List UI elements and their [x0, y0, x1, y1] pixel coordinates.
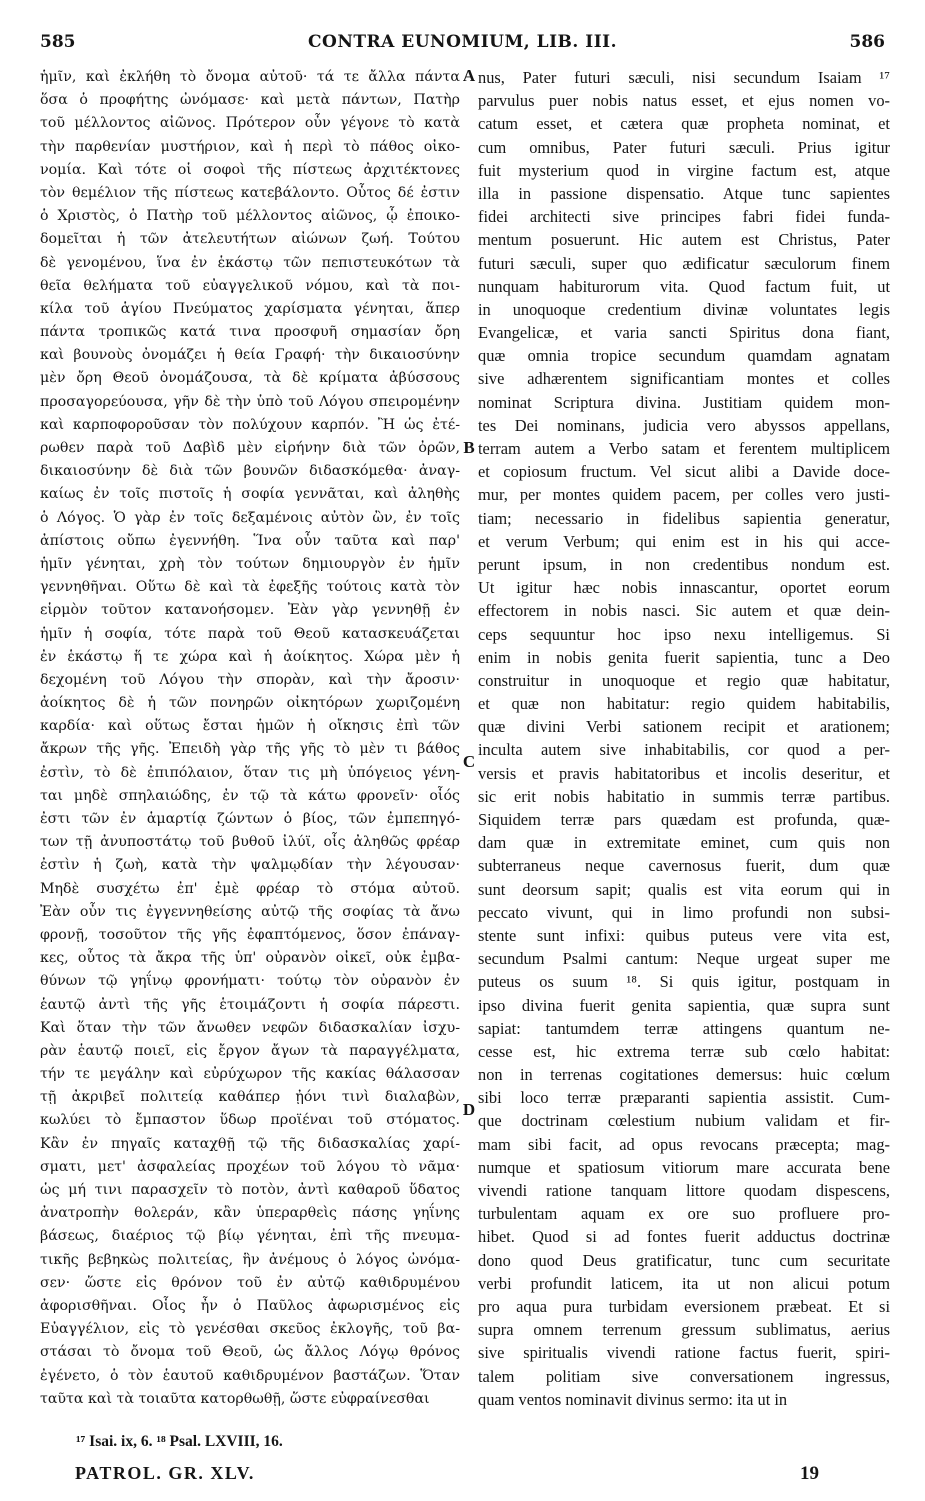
greek-text-line: καίως ἐν τοῖς πιστοῖς ἡ σοφία γεννᾶται, καὶ ἀληθὴς: [40, 486, 460, 503]
greek-text-line: ὁ Λόγος. Ὁ γὰρ ἐν τοῖς δεξαμένοις αὐτὸν ὢν, ἐν τοῖς: [40, 509, 460, 526]
latin-text-line: sic erit nobis habitatio in summis terræ partibus.: [478, 786, 890, 806]
latin-text-line: dono quod Deus gratificatur, tunc cum securitate: [478, 1250, 890, 1270]
greek-text-line: Μηδὲ συσχέτω ἐπ' ἐμὲ φρέαρ τὸ στόμα αὐτοῦ.: [40, 880, 460, 897]
latin-text-line: illa in passione dispensatio. Atque tunc sapientes: [478, 183, 890, 203]
latin-text-line: sunt deorsum sapit; qualis est vita eorum qui in: [478, 879, 890, 899]
left-page-number: 585: [40, 32, 76, 52]
greek-text-line: θεῖα θελήματα τοῦ εὐαγγελικοῦ νόμου, καὶ τὰ ποι-: [40, 277, 460, 294]
greek-text-line: ἡμῖν ἡ σοφία, τότε παρὰ τοῦ Θεοῦ κατασκευάζεται: [40, 625, 460, 642]
greek-text-line: κες, οὗτος τὰ ἄκρα τῆς ὑπ' οὐρανὸν οἰκεῖ, οὐκ ἐμβα-: [40, 950, 460, 967]
greek-text-line: τοῦ μέλλοντος αἰῶνος. Πρότερον οὖν γέγονε τὸ κατὰ: [40, 115, 460, 132]
greek-text-line: Καὶ ὅταν τὴν τῶν ἄνωθεν νεφῶν διδασκαλίαν ἰσχυ-: [40, 1019, 460, 1036]
column-marker-c: C: [462, 752, 476, 771]
latin-text-line: hibet. Quod si ad fontes fuerit adductus doctrinæ: [478, 1227, 890, 1247]
latin-text-line: sibi loco terræ præparanti sapientia assistit. Cum-: [478, 1088, 890, 1108]
latin-text-line: fidei architecti sive principes fabri fidei funda-: [478, 207, 890, 227]
greek-text-line: καὶ βουνοὺς ὀνομάζει ἡ θεία Γραφή· τὴν δικαιοσύνην: [40, 347, 460, 364]
greek-text-line: ἐστὶν ἡ ζωὴ, κατὰ τὴν ψαλμῳδίαν τὴν λέγουσαν·: [40, 857, 460, 874]
latin-text-line: construitur in unoquoque et regio quæ habitatur,: [478, 670, 890, 690]
latin-text-line: ipso divina fuerit genita sapientia, quæ supra sunt: [478, 995, 890, 1015]
greek-text-line: ὅσα ὁ προφήτης ὠνόμασε· καὶ μετὰ πάντων, Πατὴρ: [40, 92, 460, 109]
greek-text-line: τὴν παρθενίαν μυστήριον, καὶ ἡ περὶ τὸ πάθος οἰκο-: [40, 138, 460, 155]
latin-text-line: et verum Verbum; qui enim est in his qui acce-: [478, 531, 890, 551]
greek-text-line: φρονῇ, τοσοῦτον τῆς γῆς ἐφαπτόμενος, ὅσον ἐπάναγ-: [40, 926, 460, 943]
latin-text-line: cum omnibus, Pater futuri sæculi. Prius igitur: [478, 137, 890, 157]
greek-text-line: ἐστὶν, τὸ δὲ ἐπιπόλαιον, ὅταν τις μὴ ὑπόγειος γένη-: [40, 764, 460, 781]
latin-text-line: mur, per montes quidem pacem, per colles vero justi-: [478, 485, 890, 505]
latin-text-line: turbulentam aquam ex ore suo profluere pro-: [478, 1204, 890, 1224]
latin-text-line: parvulus puer nobis natus esset, et ejus nomen vo-: [478, 91, 890, 111]
latin-text-line: Evangelicæ, et varia sancti Spiritus dona fiant,: [478, 323, 890, 343]
latin-text-line: talem politiam sive conversationem ingressus,: [478, 1366, 890, 1386]
greek-text-line: τῇ ἀκριβεῖ πολιτείᾳ καθάπερ ᾐόνι τινὶ διαλαβὼν,: [40, 1089, 460, 1106]
latin-text-line: que doctrinam cœlestium nubium validam et fir-: [478, 1111, 890, 1131]
latin-text-line: quam ventos nominavit divinus sermo: ita ut in: [478, 1389, 788, 1409]
greek-text-line: των τῇ ἀνυποστάτῳ τοῦ βυθοῦ ἰλύϊ, οἷς ἀληθῶς φρέαρ: [40, 834, 460, 851]
latin-text-line: enim in nobis genita fuerit sapientia, tunc a Deo: [478, 647, 890, 667]
latin-text-line: stente sunt infixi: quibus puteus vere vita est,: [478, 925, 890, 945]
greek-text-line: ἀφορισθῆναι. Οἷος ἦν ὁ Παῦλος ἀφωρισμένος εἰς: [40, 1297, 460, 1314]
latin-text-line: non in terrenas cogitationes demersus: huic cœlum: [478, 1065, 890, 1085]
latin-text-line: secundum Psalmi cantum: Neque urgeat super me: [478, 949, 890, 969]
greek-text-line: μὲν ὄρη Θεοῦ ὀνομάζουσα, τὰ δὲ κρίματα ἀβύσσους: [40, 370, 460, 387]
greek-text-line: κίλα τοῦ ἁγίου Πνεύματος χαρίσματα γένηται, ἅπερ: [40, 300, 460, 317]
greek-text-line: τικῆς βεβηκὼς πολιτείας, ἣν ἀνέμους ὁ λόγος ὠνόμα-: [40, 1251, 460, 1268]
greek-text-line: ἀπίστοις οὔπω ἐγεννήθη. Ἵνα οὖν ταῦτα καὶ παρ': [40, 532, 460, 549]
greek-text-line: βάσεως, διαέριος τῷ βίῳ γένηται, ἐπὶ τῆς πνευμα-: [40, 1228, 460, 1245]
greek-text-line: δεχομένη τοῦ Λόγου τὴν σπορὰν, καὶ τὴν ἄροσιν·: [40, 671, 460, 688]
latin-text-line: supra omnem terrenum gressum sublimatus, aerius: [478, 1320, 890, 1340]
greek-text-line: στάσαι τὸ ὄνομα τοῦ Θεοῦ, ὡς ἄλλος Λόγῳ θρόνος: [40, 1344, 460, 1361]
running-title: CONTRA EUNOMIUM, LIB. III.: [307, 32, 618, 52]
greek-text-line: θύνων τῷ γηΐνῳ φρονήματι· τούτῳ τὸν οὐρανὸν ἐν: [40, 973, 460, 990]
greek-text-line: ταῦτα καὶ τὰ τοιαῦτα κατορθωθῇ, ὥστε εὐφραίνεσθαι: [40, 1390, 430, 1407]
latin-text-line: cesse est, hic extrema terræ sub cœlo habitat:: [478, 1041, 890, 1061]
latin-text-line: numque et spatiosum vitiorum mare accurata bene: [478, 1157, 890, 1177]
greek-text-line: καὶ καρποφοροῦσαν τὸν πολύχουν καρπόν. Ἢ ὡς ἐτέ-: [40, 416, 460, 433]
latin-text-line: catum esset, et cætera quæ propheta nominat, et: [478, 114, 890, 134]
page-header: [40, 32, 885, 58]
right-page-number: 586: [849, 32, 885, 52]
greek-text-line: ρὰν ἑαυτῷ ποιεῖ, εἰς ἔργον ἄγων τὰ παραγγέλματα,: [40, 1042, 460, 1059]
latin-text-line: fuit mysterium quod in virgine factum est, atque: [478, 160, 890, 180]
greek-text-line: προσαγορεύουσα, γῆν δὲ τὴν ὑπὸ τοῦ Λόγου σπειρομένην: [40, 393, 460, 410]
latin-text-line: in unoquoque credentium divinæ voluntates legis: [478, 299, 890, 319]
latin-text-line: nominat Scriptura divina. Justitiam quidem mon-: [478, 392, 890, 412]
greek-text-line: ἀοίκητος δὲ ἡ τῶν πονηρῶν οἰκητόρων χωριζομένη: [40, 695, 460, 712]
greek-text-line: Εὐαγγέλιον, εἰς τὸ γενέσθαι σκεῦος ἐκλογῆς, τοῦ βα-: [40, 1321, 460, 1338]
greek-text-line: ἡμῖν γένηται, χρὴ τὸν τούτων δημιουργὸν ἐν ἡμῖν: [40, 555, 460, 572]
greek-text-line: κωλύει τὸ ἔμπαστον ὕδωρ προϊέναι τοῦ στόματος.: [40, 1112, 460, 1129]
latin-text-line: peccato vivunt, qui in limo profundi non subsi-: [478, 902, 890, 922]
greek-text-line: τήν τε μεγάλην καὶ εὐρύχωρον τῆς κακίας θάλασσαν: [40, 1066, 460, 1083]
greek-text-line: ὡς μή τινι παρασχεῖν τὸ ποτὸν, ἀντὶ καθαροῦ ὕδατος: [40, 1182, 460, 1198]
greek-text-line: δὲ γενομένου, ἵνα ἐν ἑκάστῳ τῶν πεπιστευκότων τὰ: [40, 254, 460, 271]
latin-text-line: versis et pravis habitatoribus et incolis deseritur, et: [478, 763, 890, 783]
latin-text-line: effectorem in nobis nasci. Sic autem et quæ dein-: [478, 601, 890, 621]
greek-text-line: ται μηδὲ σπηλαιώδης, ἐν τῷ τὰ κάτω φρονεῖν· οἷός: [40, 787, 460, 804]
column-marker-a: A: [462, 66, 476, 85]
greek-text-line: σεν· ὥστε εἰς θρόνον τοῦ ἐν αὐτῷ καθιδρυμένου: [40, 1274, 460, 1291]
latin-text-line: terram autem a Verbo satam et ferentem multiplicem: [478, 439, 890, 458]
latin-text-line: quæ omnia tropice secundum quamdam agnatam: [478, 346, 890, 366]
latin-text-line: pro aqua pura turbidam eversionem præbeat. Et si: [478, 1296, 890, 1316]
latin-text-line: Siquidem terræ pars quædam est profunda, quæ-: [478, 810, 890, 829]
latin-text-line: et copiosum fructum. Vel sicut alibi a Davide doce-: [478, 462, 890, 482]
greek-column: [40, 66, 460, 1411]
volume-signature: PATROL. GR. XLV.: [75, 1463, 255, 1483]
latin-text-line: futuri sæculi, super quo ædificatur sæculorum finem: [478, 253, 890, 273]
greek-text-line: ἡμῖν, καὶ ἐκλήθη τὸ ὄνομα αὐτοῦ· τά τε ἄλλα πάντα: [40, 69, 460, 85]
column-marker-b: B: [463, 438, 475, 457]
latin-text-line: dam quæ in extremitate eminet, cum quis non: [478, 833, 890, 853]
latin-text-line: inculta autem sive inhabitabilis, cor quod a per-: [478, 740, 890, 760]
latin-text-line: tes Dei nominans, judicia vero abyssos appellans,: [478, 415, 890, 435]
latin-text-line: quæ divini Verbi sationem recipit et arationem;: [478, 717, 890, 737]
latin-text-line: verbi profundit laticem, ita ut non alicui potum: [478, 1273, 890, 1293]
greek-text-line: Κἂν ἐν πηγαῖς καταχθῇ τῷ τῆς διδασκαλίας χαρί-: [40, 1135, 460, 1152]
latin-text-line: sapiat: tantumdem terræ attingens quantum ne-: [478, 1018, 890, 1038]
latin-text-line: tiam; necessario in fidelibus sapientia generatur,: [478, 508, 890, 528]
latin-text-line: ceps sequuntur hoc ipso nexu intelligemus. Si: [478, 624, 890, 644]
greek-text-line: ἄκρων τῆς γῆς. Ἐπειδὴ γὰρ τῆς γῆς τὸ μὲν τι βάθος: [40, 741, 460, 758]
latin-text-line: Ut igitur hæc nobis innascantur, oportet eorum: [478, 578, 890, 598]
greek-text-line: ἑαυτῷ ἀντὶ τῆς γῆς ἑτοιμάζοντι ἡ σοφία πάρεστι.: [40, 996, 460, 1013]
latin-text-line: nus, Pater futuri sæculi, nisi secundum Isaiam ¹⁷: [478, 68, 890, 87]
greek-text-line: νομία. Καὶ τότε οἱ σοφοὶ τῆς πίστεως ἀρχιτέκτονες: [40, 161, 460, 178]
sheet-number: 19: [800, 1463, 819, 1484]
latin-text-line: nunquam habiturorum vita. Quod factum fuit, ut: [478, 276, 890, 296]
greek-text-line: ρωθεν παρὰ τοῦ Δαβὶδ μὲν εἰρήνην διὰ τῶν ὀρῶν,: [40, 440, 460, 456]
greek-text-line: γεννηθῆναι. Οὕτω δὲ καὶ τὰ ἐφεξῆς τούτοις κατὰ τὸν: [40, 579, 460, 596]
greek-text-line: Ἐὰν οὖν τις ἐγγεννηθείσης αὐτῷ τῆς σοφίας τὰ ἄνω: [40, 903, 460, 920]
greek-text-line: ἀνατροπὴν θολεράν, κἂν ὑπεραρθεὶς πάσης γηΐνης: [40, 1205, 460, 1222]
latin-text-line: puteus os suum ¹⁸. Si quis igitur, postquam in: [478, 972, 890, 992]
greek-text-line: καρδία· καὶ οὕτως ἔσται ἡμῶν ἡ οἴκησις ἐπὶ τῶν: [40, 718, 460, 735]
latin-text-line: sive spiritualis vivendi ratione factus fuerit, spiri-: [478, 1343, 890, 1363]
greek-text-line: εἱρμὸν τοῦτον κατανοήσομεν. Ἐὰν γὰρ γεννηθῇ ἐν: [40, 602, 460, 619]
greek-text-line: ἐν ἑκάστῳ ἥ τε χώρα καὶ ἡ ἀοίκητος. Χώρα μὲν ἡ: [40, 648, 460, 665]
greek-text-line: πάντα τροπικῶς κατά τινα προσφυῆ σημασίαν ὄρη: [40, 324, 460, 341]
latin-text-line: sive adhærentem significantiam montes et colles: [478, 369, 890, 389]
latin-text-line: mam sibi facit, ad opus revocans præcepta; mag-: [478, 1134, 890, 1154]
latin-text-line: subterraneus neque cavernosus fuerit, dum quæ: [478, 856, 890, 876]
greek-text-line: ἐστι τῶν ἐν ἁμαρτίᾳ ζώντων ὁ βίος, τῶν ἐμπεπηγό-: [40, 811, 460, 827]
latin-column: [478, 66, 890, 1411]
footnotes: ¹⁷ Isai. ix, 6. ¹⁸ Psal. LXVIII, 16.: [76, 1433, 283, 1450]
latin-text-line: et quæ non habitatur: regio quidem habitabilis,: [478, 694, 890, 714]
greek-text-line: τὸν θεμέλιον τῆς πίστεως κατεβάλοντο. Οὗτος δέ ἐστιν: [40, 184, 460, 201]
latin-text-line: vivendi ratione tanquam littore quodam dispescens,: [478, 1181, 890, 1200]
greek-text-line: δικαιοσύνην δὲ διὰ τῶν βουνῶν διδασκόμεθα· ἀναγ-: [40, 463, 460, 480]
latin-text-line: mentum posuerunt. Hic autem est Christus, Pater: [478, 230, 890, 250]
greek-text-line: σματι, μετ' ἀσφαλείας προχέων τοῦ λόγου τὸ νᾶμα·: [40, 1158, 460, 1175]
greek-text-line: ἐγένετο, ὁ τὸν ἑαυτοῦ καθιδρυμένον βαστάζων. Ὅταν: [40, 1367, 460, 1384]
column-marker-d: D: [462, 1100, 476, 1119]
latin-text-line: perunt ipsum, in non credentibus nondum est.: [478, 554, 890, 574]
greek-text-line: δομεῖται ἡ τῶν ἀτελευτήτων αἰώνων ζωή. Τούτου: [40, 231, 460, 248]
greek-text-line: ὁ Χριστὸς, ὁ Πατὴρ τοῦ μέλλοντος αἰῶνος, ᾧ ἐποικο-: [40, 208, 460, 225]
